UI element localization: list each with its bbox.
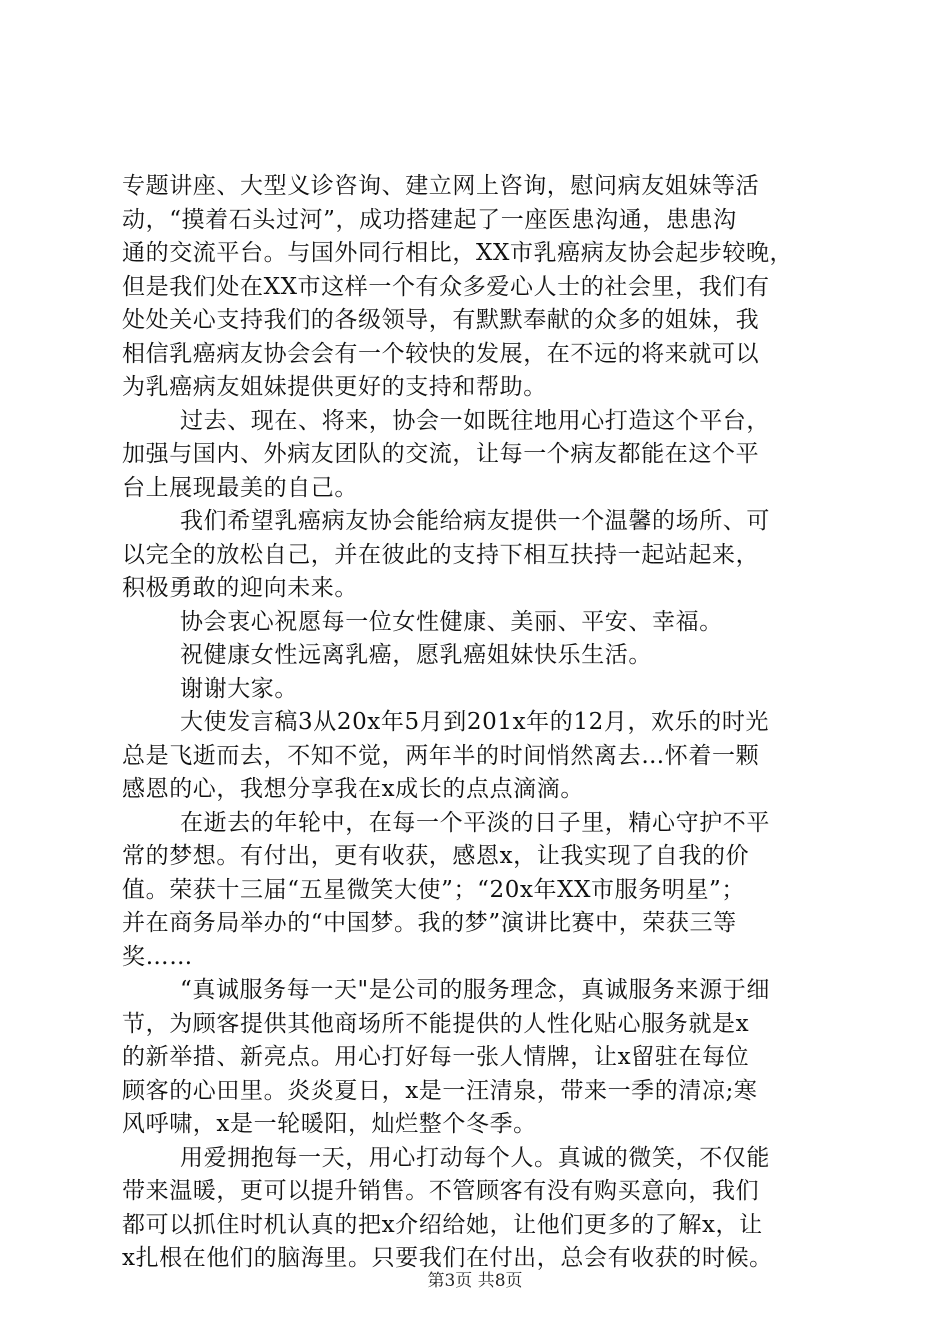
text-line: 过去、现在、将来，协会一如既往地用心打造这个平台， [180, 407, 770, 434]
text-line: 风呼啸，x是一轮暖阳，灿烂整个冬季。 [122, 1111, 537, 1137]
page-footer: 第3页 共8页 [427, 1271, 523, 1291]
text-line: 总是飞逝而去，不知不觉，两年半的时间悄然离去…怀着一颗 [122, 742, 760, 769]
text-line: 台上展现最美的自己。 [122, 474, 358, 501]
text-line: 以完全的放松自己，并在彼此的支持下相互扶持一起站起来， [122, 541, 760, 568]
text-line: 通的交流平台。与国外同行相比，XX市乳癌病友协会起步较晚， [122, 240, 794, 266]
text-line: 常的梦想。有付出，更有收获，感恩x，让我实现了自我的价 [122, 843, 750, 869]
text-line: 谢谢大家。 [180, 675, 298, 702]
text-line: 用爱拥抱每一天，用心打动每个人。真诚的微笑，不仅能 [180, 1144, 770, 1171]
text-line: 协会衷心祝愿每一位女性健康、美丽、平安、幸福。 [180, 608, 723, 635]
text-line: 相信乳癌病友协会会有一个较快的发展，在不远的将来就可以 [122, 340, 760, 367]
text-line: 动，“摸着石头过河”，成功搭建起了一座医患沟通，患患沟 [122, 206, 737, 233]
text-line: 奖…… [122, 943, 193, 970]
text-line: 大使发言稿3从20x年5月到201x年的12月，欢乐的时光 [180, 709, 770, 735]
text-line: 节，为顾客提供其他商场所不能提供的人性化贴心服务就是x [122, 1010, 750, 1037]
text-line: 都可以抓住时机认真的把x介绍给她，让他们更多的了解x，让 [122, 1211, 763, 1238]
document-body [122, 170, 834, 1276]
text-line: 的新举措、新亮点。用心打好每一张人情牌，让x留驻在每位 [122, 1044, 750, 1070]
text-line: 处处关心支持我们的各级领导，有默默奉献的众多的姐妹，我 [122, 307, 760, 333]
text-line: 积极勇敢的迎向未来。 [122, 575, 358, 601]
text-line: x扎根在他们的脑海里。只要我们在付出，总会有收获的时候。 [122, 1245, 773, 1271]
text-line: 加强与国内、外病友团队的交流，让每一个病友都能在这个平 [122, 441, 760, 467]
text-line: 但是我们处在XX市这样一个有众多爱心人士的社会里，我们有 [122, 273, 770, 300]
text-line: 感恩的心，我想分享我在x成长的点点滴滴。 [122, 776, 584, 802]
text-line: 值。荣获十三届“五星微笑大使”；“20x年XX市服务明星”； [122, 876, 746, 903]
text-line: 专题讲座、大型义诊咨询、建立网上咨询，慰问病友姐妹等活 [122, 173, 760, 199]
text-line: 顾客的心田里。炎炎夏日，x是一汪清泉，带来一季的清凉;寒 [122, 1077, 758, 1104]
text-line: 为乳癌病友姐妹提供更好的支持和帮助。 [122, 374, 547, 400]
text-line: 在逝去的年轮中，在每一个平淡的日子里，精心守护不平 [180, 809, 770, 836]
text-line: 并在商务局举办的“中国梦。我的梦”演讲比赛中，荣获三等 [122, 910, 737, 936]
text-line: 祝健康女性远离乳癌，愿乳癌姐妹快乐生活。 [180, 642, 652, 668]
text-line: “真诚服务每一天"是公司的服务理念，真诚服务来源于细 [180, 977, 770, 1003]
text-line: 带来温暖，更可以提升销售。不管顾客有没有购买意向，我们 [122, 1178, 760, 1204]
text-line: 我们希望乳癌病友协会能给病友提供一个温馨的场所、可 [180, 508, 770, 534]
